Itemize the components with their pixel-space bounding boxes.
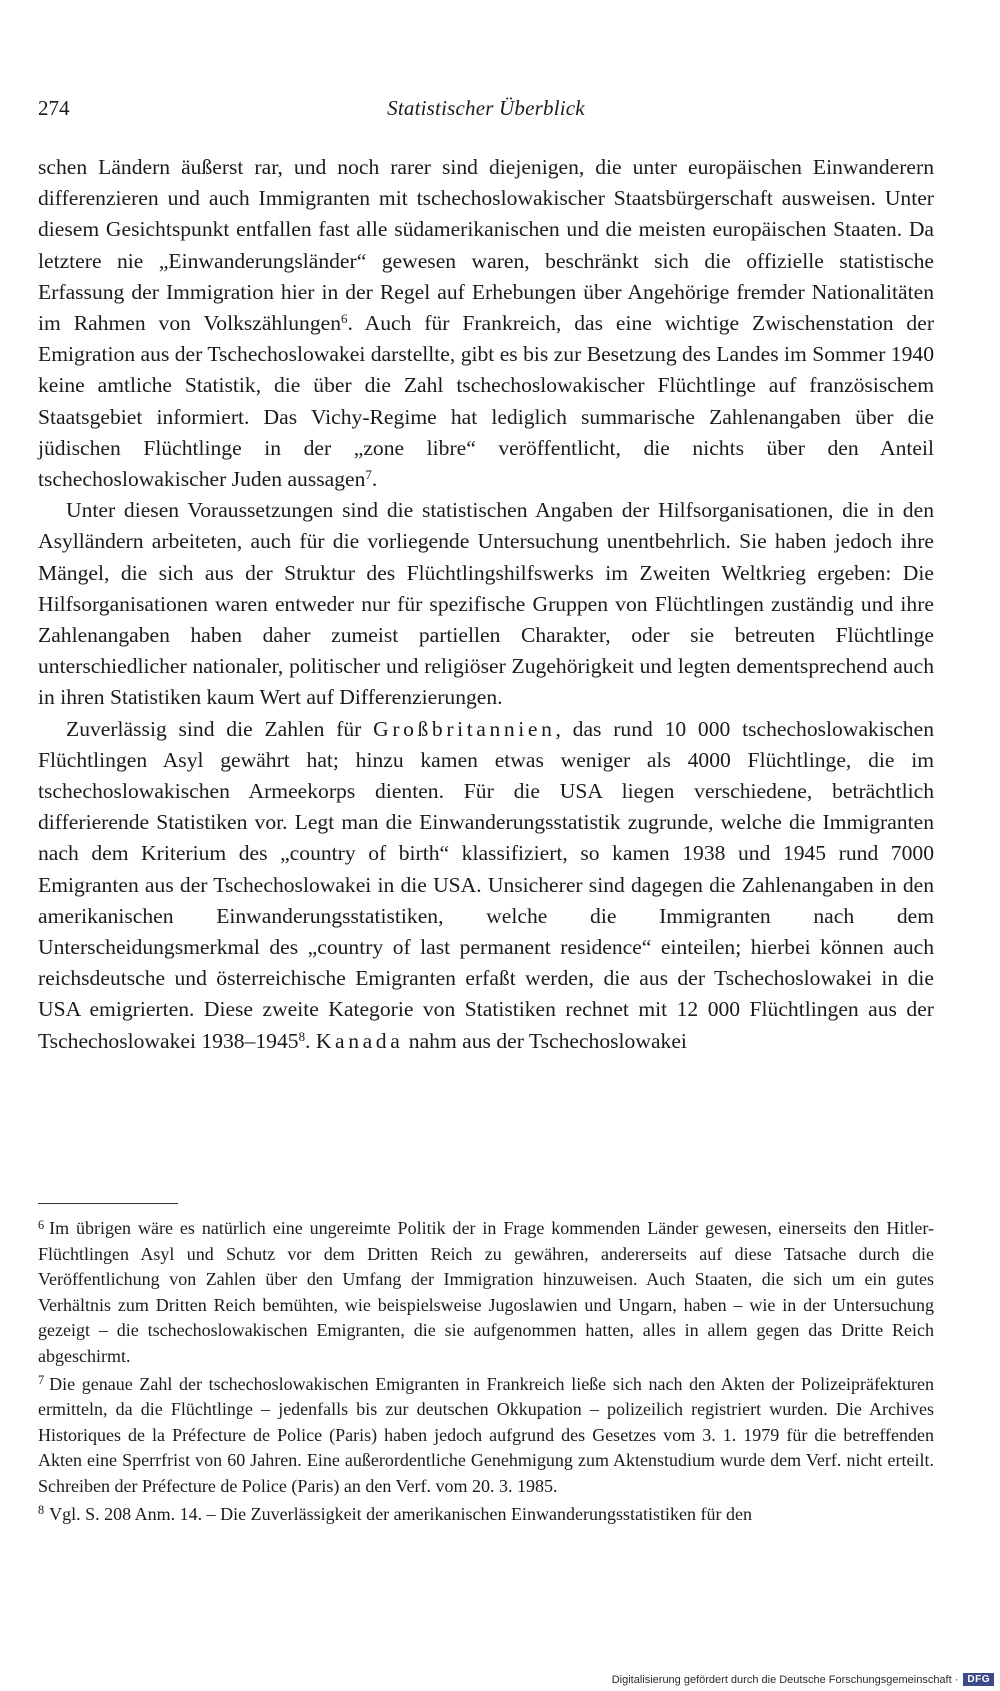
footnote-divider: [38, 1203, 178, 1204]
paragraph-3-text-b: , das rund 10 000 tschechoslowakischen Flüchtlingen Asyl gewährt hat; hinzu kamen etwas weniger als 4000 Flüchtlinge, die im tschechoslowakischen Armeekorps dienten. Für die USA liegen verschiedene, beträchtlich differierende Statistiken vor. Legt man die Einwanderungsstatistik zugrunde, welche die Immigranten nach dem Kriterium des „country of birth“ klassifiziert, so kamen 1938 und 1945 rund 7000 Emigranten aus der Tschechoslowakei in die USA. Unsicherer sind dagegen die Zahlenangaben in den amerikanischen Einwanderungsstatistiken, welche die Immigranten nach dem Unterscheidungsmerkmal des „country of last permanent residence“ einteilen; hierbei können auch reichsdeutsche und österreichische Emigranten erfaßt werden, die aus der Tschechoslowakei in die USA emigrierten. Diese zweite Kategorie von Statistiken rechnet mit 12 000 Flüchtlingen aus der Tschechoslowakei 1938–1945: [38, 716, 934, 1053]
footnote-text: Die genaue Zahl der tschechoslowakischen Emigranten in Frankreich ließe sich nach den Akten der Polizeipräfekturen ermitteln, da die Flüchtlinge – jedenfalls bis zur deutschen Okkupation – polizeilich registriert wurden. Die Archives Historiques de la Préfecture de Police (Paris) haben jedoch aufgrund des Gesetzes vom 3. 1. 1979 für die betreffenden Akten eine Sperrfrist von 60 Jahren. Eine außerordentliche Genehmigung zum Aktenstudium wurde dem Verf. nicht erteilt. Schreiben der Préfecture de Police (Paris) an den Verf. vom 20. 3. 1985.: [38, 1373, 934, 1496]
paragraph-1-text-b: . Auch für Frankreich, das eine wichtige Zwischenstation der Emigration aus der Tschechoslowakei darstellte, gibt es bis zur Besetzung des Landes im Sommer 1940 keine amtliche Statistik, die über die Zahl tschechoslowakischer Flüchtlinge auf französischem Staatsgebiet informiert. Das Vichy-Regime hat lediglich summarische Zahlenangaben über die jüdischen Flüchtlinge in der „zone libre“ veröffentlicht, die nichts über den Anteil tschechoslowakischer Juden aussagen: [38, 311, 935, 492]
paragraph-3-text-a: Zuverlässig sind die Zahlen für: [66, 716, 374, 741]
paragraph-3-text-c: .: [305, 1028, 316, 1053]
footnote-7: [38, 1372, 934, 1500]
footnote-8: [38, 1502, 934, 1528]
paragraph-3-text-d: nahm aus der Tschechoslowakei: [403, 1028, 687, 1053]
body-text: [38, 152, 934, 1057]
footnote-text: Vgl. S. 208 Anm. 14. – Die Zuverlässigkeit der amerikanischen Einwanderungsstatistiken für den: [49, 1503, 752, 1524]
paragraph-3: [38, 714, 934, 1057]
country-canada: Kanada: [315, 1028, 404, 1053]
paragraph-1-text-c: .: [371, 467, 378, 492]
page-number: 274: [38, 96, 70, 120]
footnote-ref-7: 7: [365, 466, 372, 482]
running-head: [38, 96, 934, 128]
paragraph-1-text-a: schen Ländern äußerst rar, und noch rarer sind diejenigen, die unter europäischen Einwanderern differenzieren und auch Immigranten mit tschechoslowakischer Staatsbürgerschaft ausweisen. Unter diesem Gesichtspunkt entfallen fast alle südamerikanischen und die meisten europäischen Staaten. Da letztere nie „Einwanderungsländer“ gewesen waren, beschränkt sich die offizielle statistische Erfassung der Immigration hier in der Regel auf Erhebungen über Angehörige fremder Nationalitäten im Rahmen von Volkszählungen: [38, 155, 934, 336]
running-head-title: Statistischer Überblick: [387, 96, 585, 120]
dfg-logo: DFG: [963, 1673, 994, 1686]
footnote-number: 8: [38, 1503, 45, 1518]
footnote-6: [38, 1216, 934, 1370]
footnote-ref-8: 8: [298, 1028, 306, 1044]
paragraph-2: Unter diesen Voraussetzungen sind die statistischen Angaben der Hilfsorganisationen, die in den Asylländern arbeiteten, auch für die vorliegende Untersuchung unentbehrlich. Sie haben jedoch ihre Mängel, die sich aus der Struktur des Flüchtlingshilfswerks im Zweiten Weltkrieg ergeben: Die Hilfsorganisationen waren entweder nur für spezifische Gruppen von Flüchtlingen zuständig und ihre Zahlenangaben haben daher zumeist partiellen Charakter, oder sie betreuten Flüchtlinge unterschiedlicher nationaler, politischer und religiöser Zugehörigkeit und legten dementsprechend auch in ihren Statistiken kaum Wert auf Differenzierungen.: [38, 498, 934, 710]
footnotes: [38, 1216, 934, 1529]
footnote-text: Im übrigen wäre es natürlich eine ungereimte Politik der in Frage kommenden Länder gewesen, einerseits den Hitler-Flüchtlingen Asyl und Schutz vor dem Dritten Reich zu gewähren, andererseits auf diese Tatsache durch die Veröffentlichung von Zahlen über den Umfang der Immigration hinzuweisen. Auch Staaten, die sich um ein gutes Verhältnis zum Dritten Reich bemühten, wie beispielsweise Jugoslawien und Ungarn, haben – wie in der Untersuchung gezeigt – die tschechoslowakischen Emigranten, die sie aufgenommen hatten, alles in allem gegen das Dritte Reich abgeschirmt.: [38, 1218, 934, 1366]
digitization-credit-text: Digitalisierung gefördert durch die Deutsche Forschungsgemeinschaft ·: [611, 1673, 959, 1686]
paragraph-1: [38, 152, 934, 495]
footnote-ref-6: 6: [341, 310, 348, 326]
footnote-number: 7: [38, 1373, 45, 1388]
footnote-number: 6: [38, 1217, 45, 1232]
digitization-credit: [612, 1673, 994, 1686]
country-great-britain: Großbritannien: [373, 716, 556, 741]
